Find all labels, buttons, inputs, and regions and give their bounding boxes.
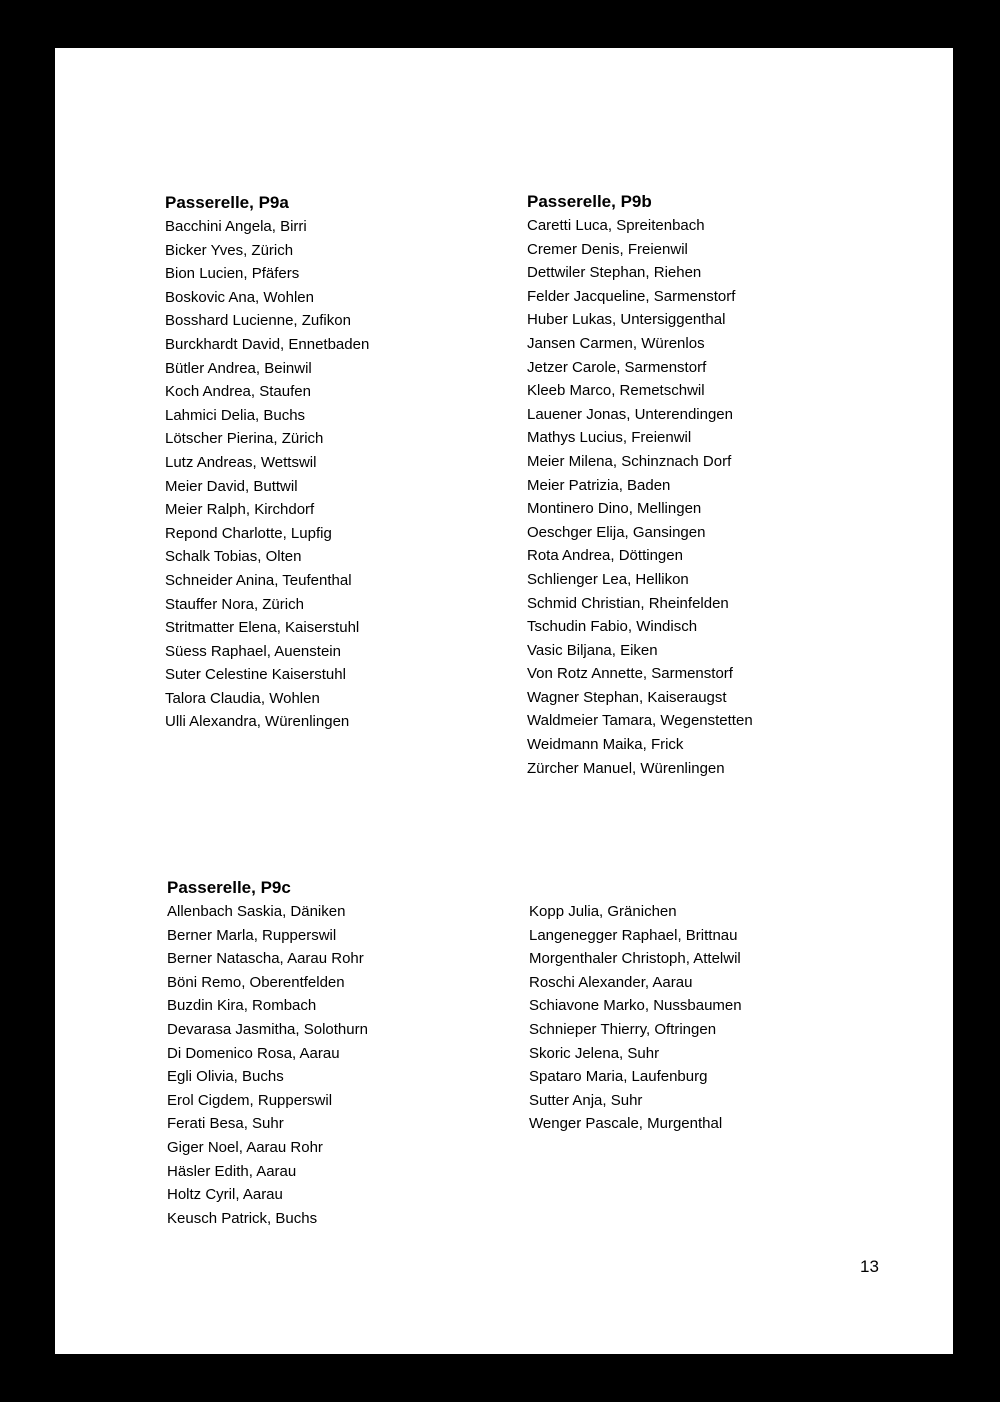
list-item: Kopp Julia, Gränichen	[529, 903, 677, 920]
list-item: Berner Marla, Rupperswil	[167, 926, 337, 944]
list-item: Bion Lucien, Pfäfers	[165, 265, 300, 283]
list-item: Schneider Anina, Teufenthal	[165, 571, 352, 589]
list-item: Langenegger Raphael, Brittnau	[529, 926, 738, 944]
list-item: Huber Lukas, Untersiggenthal	[527, 311, 726, 329]
list-item: Lötscher Pierina, Zürich	[165, 430, 324, 448]
list-item: Keusch Patrick, Buchs	[167, 1209, 318, 1227]
section-heading-p9a: Passerelle, P9a	[165, 193, 289, 212]
list-item: Meier David, Buttwil	[165, 477, 298, 495]
list-item: Jansen Carmen, Würenlos	[527, 334, 705, 352]
list-item: Spataro Maria, Laufenburg	[529, 1068, 708, 1086]
list-item: Rota Andrea, Döttingen	[527, 547, 683, 565]
list-item: Dettwiler Stephan, Riehen	[527, 264, 702, 282]
list-item: Suter Celestine Kaiserstuhl	[165, 666, 346, 684]
list-item: Wenger Pascale, Murgenthal	[529, 1115, 723, 1133]
name-list-p9c-left	[167, 900, 368, 1230]
list-item: Meier Milena, Schinznach Dorf	[527, 452, 732, 470]
list-item: Weidmann Maika, Frick	[527, 736, 684, 754]
list-item: Stritmatter Elena, Kaiserstuhl	[165, 619, 360, 637]
document-page	[55, 48, 953, 1354]
list-item: Mathys Lucius, Freienwil	[527, 429, 692, 447]
list-item: Giger Noel, Aarau Rohr	[167, 1138, 323, 1156]
list-item: Di Domenico Rosa, Aarau	[167, 1044, 340, 1062]
section-p9c-continued	[529, 900, 742, 1136]
list-item: Montinero Dino, Mellingen	[527, 500, 702, 518]
list-item: Schmid Christian, Rheinfelden	[527, 594, 729, 612]
list-item: Tschudin Fabio, Windisch	[527, 618, 698, 636]
list-item: Lutz Andreas, Wettswil	[165, 453, 317, 471]
name-list-p9a	[165, 215, 369, 734]
list-item: Ulli Alexandra, Würenlingen	[165, 713, 350, 731]
list-item: Oeschger Elija, Gansingen	[527, 523, 706, 541]
list-item: Lahmici Delia, Buchs	[165, 406, 306, 424]
list-item: Felder Jacqueline, Sarmenstorf	[527, 287, 736, 305]
list-item: Allenbach Saskia, Däniken	[167, 903, 346, 920]
list-item: Sutter Anja, Suhr	[529, 1091, 643, 1109]
list-item: Schlienger Lea, Hellikon	[527, 570, 689, 588]
list-item: Lauener Jonas, Unterendingen	[527, 405, 733, 423]
list-item: Wagner Stephan, Kaiseraugst	[527, 688, 727, 706]
section-p9b	[527, 190, 753, 780]
name-list-p9c-right	[529, 900, 742, 1136]
list-item: Bacchini Angela, Birri	[165, 218, 307, 235]
list-item: Vasic Biljana, Eiken	[527, 641, 658, 659]
list-item: Boskovic Ana, Wohlen	[165, 288, 314, 306]
section-heading-p9c: Passerelle, P9c	[167, 878, 291, 897]
list-item: Böni Remo, Oberentfelden	[167, 973, 345, 991]
list-item: Repond Charlotte, Lupfig	[165, 524, 332, 542]
list-item: Morgenthaler Christoph, Attelwil	[529, 950, 741, 968]
list-item: Meier Patrizia, Baden	[527, 476, 671, 494]
list-item: Schiavone Marko, Nussbaumen	[529, 997, 742, 1015]
section-p9a	[165, 191, 369, 734]
page-number: 13	[860, 1257, 879, 1276]
list-item: Jetzer Carole, Sarmenstorf	[527, 358, 707, 376]
section-p9c	[167, 876, 368, 1230]
list-item: Stauffer Nora, Zürich	[165, 595, 304, 613]
list-item: Devarasa Jasmitha, Solothurn	[167, 1020, 368, 1038]
list-item: Buzdin Kira, Rombach	[167, 997, 317, 1015]
list-item: Bütler Andrea, Beinwil	[165, 359, 312, 377]
list-item: Egli Olivia, Buchs	[167, 1068, 284, 1086]
list-item: Bosshard Lucienne, Zufikon	[165, 312, 351, 330]
section-heading-p9b: Passerelle, P9b	[527, 192, 652, 211]
list-item: Häsler Edith, Aarau	[167, 1162, 297, 1180]
list-item: Waldmeier Tamara, Wegenstetten	[527, 712, 753, 730]
list-item: Von Rotz Annette, Sarmenstorf	[527, 665, 733, 683]
list-item: Erol Cigdem, Rupperswil	[167, 1091, 333, 1109]
list-item: Skoric Jelena, Suhr	[529, 1044, 660, 1062]
list-item: Bicker Yves, Zürich	[165, 241, 294, 259]
list-item: Kleeb Marco, Remetschwil	[527, 382, 705, 400]
list-item: Süess Raphael, Auenstein	[165, 642, 341, 660]
list-item: Holtz Cyril, Aarau	[167, 1186, 283, 1204]
list-item: Caretti Luca, Spreitenbach	[527, 217, 705, 234]
name-list-p9b	[527, 214, 753, 780]
list-item: Zürcher Manuel, Würenlingen	[527, 759, 725, 777]
list-item: Talora Claudia, Wohlen	[165, 689, 320, 707]
list-item: Ferati Besa, Suhr	[167, 1115, 284, 1133]
list-item: Cremer Denis, Freienwil	[527, 240, 688, 258]
list-item: Roschi Alexander, Aarau	[529, 973, 693, 991]
list-item: Schalk Tobias, Olten	[165, 548, 302, 566]
list-item: Burckhardt David, Ennetbaden	[165, 335, 370, 353]
list-item: Schnieper Thierry, Oftringen	[529, 1020, 717, 1038]
list-item: Berner Natascha, Aarau Rohr	[167, 950, 364, 968]
list-item: Meier Ralph, Kirchdorf	[165, 501, 315, 519]
list-item: Koch Andrea, Staufen	[165, 383, 311, 401]
